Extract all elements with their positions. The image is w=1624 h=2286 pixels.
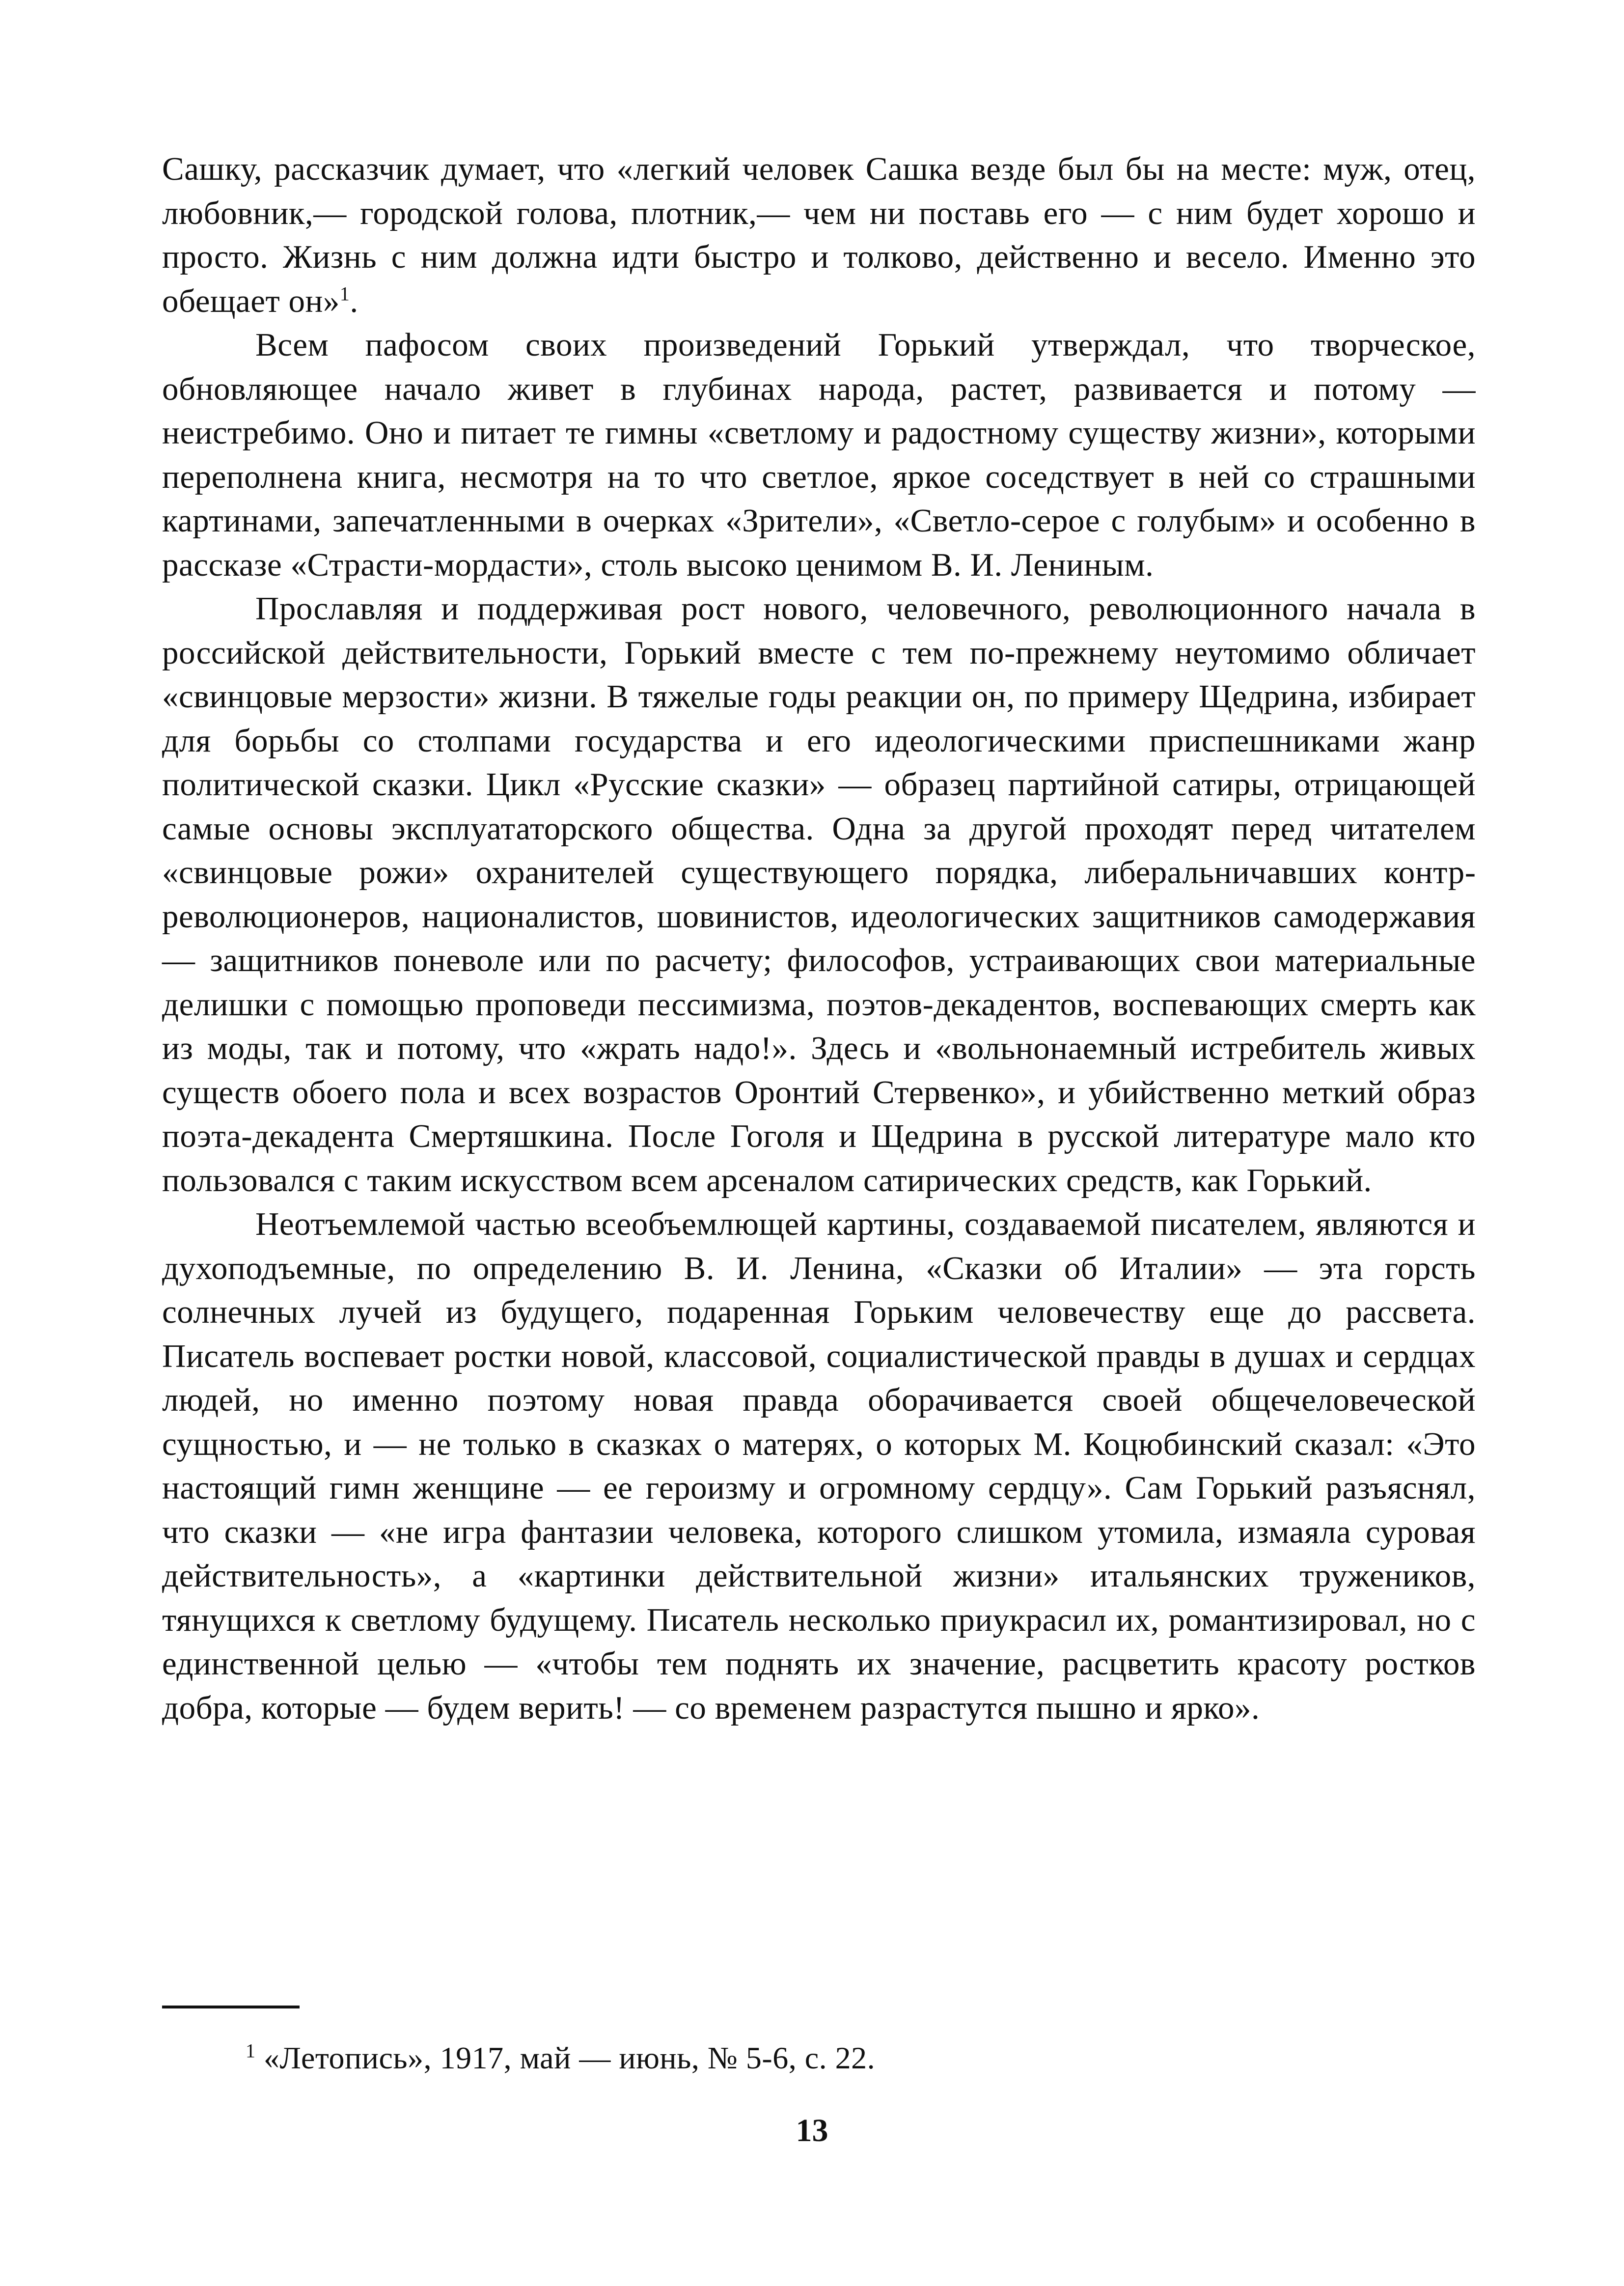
- footnote-divider: [162, 2006, 300, 2008]
- footnote-text: «Летопись», 1917, май — июнь, № 5-6, с. 22.: [264, 2040, 876, 2075]
- page-number: 13: [796, 2113, 828, 2148]
- paragraph: Всем пафосом своих произведений Горький утверждал, что творческое, обновляющее начало живет в глубинах народа, растет, развивается и потому — неистребимо. Оно и питает те гимны «светлому и радостному существу жизни», которыми переполнена книга, несмотря на то что светлое, яркое соседствует в ней со страшными картинами, запечатленными в очерках «Зрители», «Светло-серое с голубым» и особенно в рассказе «Страсти-мордасти», столь высоко ценимом В. И. Лениным.: [162, 327, 1476, 583]
- footnote-reference[interactable]: 1: [339, 282, 350, 305]
- paragraph: [162, 147, 1476, 323]
- page-body: [162, 147, 1476, 1730]
- paragraph-text: Сашку, рассказчик думает, что «легкий человек Сашка везде был бы на месте: муж, отец, любовник,— городской голова, плотник,— чем ни поставь его — с ним будет хорошо и просто. Жизнь с ним должна идти быстро и толково, действенно и весело. Именно это обещает он»: [162, 151, 1476, 319]
- footnote-marker: 1: [246, 2039, 256, 2062]
- paragraph: Прославляя и поддерживая рост нового, человечного, революционного начала в российской действительности, Горький вместе с тем по-прежнему неутомимо обличает «свинцовые мерзости» жизни. В тяжелые годы реакции он, по примеру Щедрина, избирает для борьбы со столпами государства и его идеологическими приспешниками жанр политической сказки. Цикл «Русские сказки» — образец партийной сатиры, отрицающей самые основы эксплуататорского общества. Одна за другой проходят перед читателем «свинцовые рожи» охранителей существующего порядка, либеральничавших контрреволюционеров, националистов, шовинистов, идеологических защитников самодержавия — защитников поневоле или по расчету; философов, устраивающих свои материальные делишки с помощью проповеди пессимизма, поэтов-декадентов, воспевающих смерть как из моды, так и потому, что «жрать надо!». Здесь и «вольнонаемный истребитель живых существ обоего пола и всех возрастов Оронтий Стервенко», и убийственно меткий образ поэта-декадента Смертяшкина. После Гоголя и Щедрина в русской литературе мало кто пользовался с таким искусством всем арсеналом сатирических средств, как Горький.: [162, 590, 1476, 1199]
- paragraph: Неотъемлемой частью всеобъемлющей картины, создаваемой писателем, являются и духоподъемные, по определению В. И. Ленина, «Сказки об Италии» — эта горсть солнечных лучей из будущего, подаренная Горьким человечеству еще до рассвета. Писатель воспевает ростки новой, классовой, социалистической правды в душах и сердцах людей, но именно поэтому новая правда оборачивается своей общечеловеческой сущностью, и — не только в сказках о матерях, о которых М. Коцюбинский сказал: «Это настоящий гимн женщине — ее героизму и огромному сердцу». Сам Горький разъяснял, что сказки — «не игра фантазии человека, которого слишком утомила, измаяла суровая действительность», а «картинки действительной жизни» итальянских тружеников, тянущихся к светлому будущему. Писатель несколько приукрасил их, романтизировал, но с единственной целью — «чтобы тем поднять их значение, расцветить красоту ростков добра, которые — будем верить! — со временем разрастутся пышно и ярко».: [162, 1206, 1476, 1726]
- footnote: [246, 2038, 875, 2078]
- sentence-end: .: [350, 282, 358, 319]
